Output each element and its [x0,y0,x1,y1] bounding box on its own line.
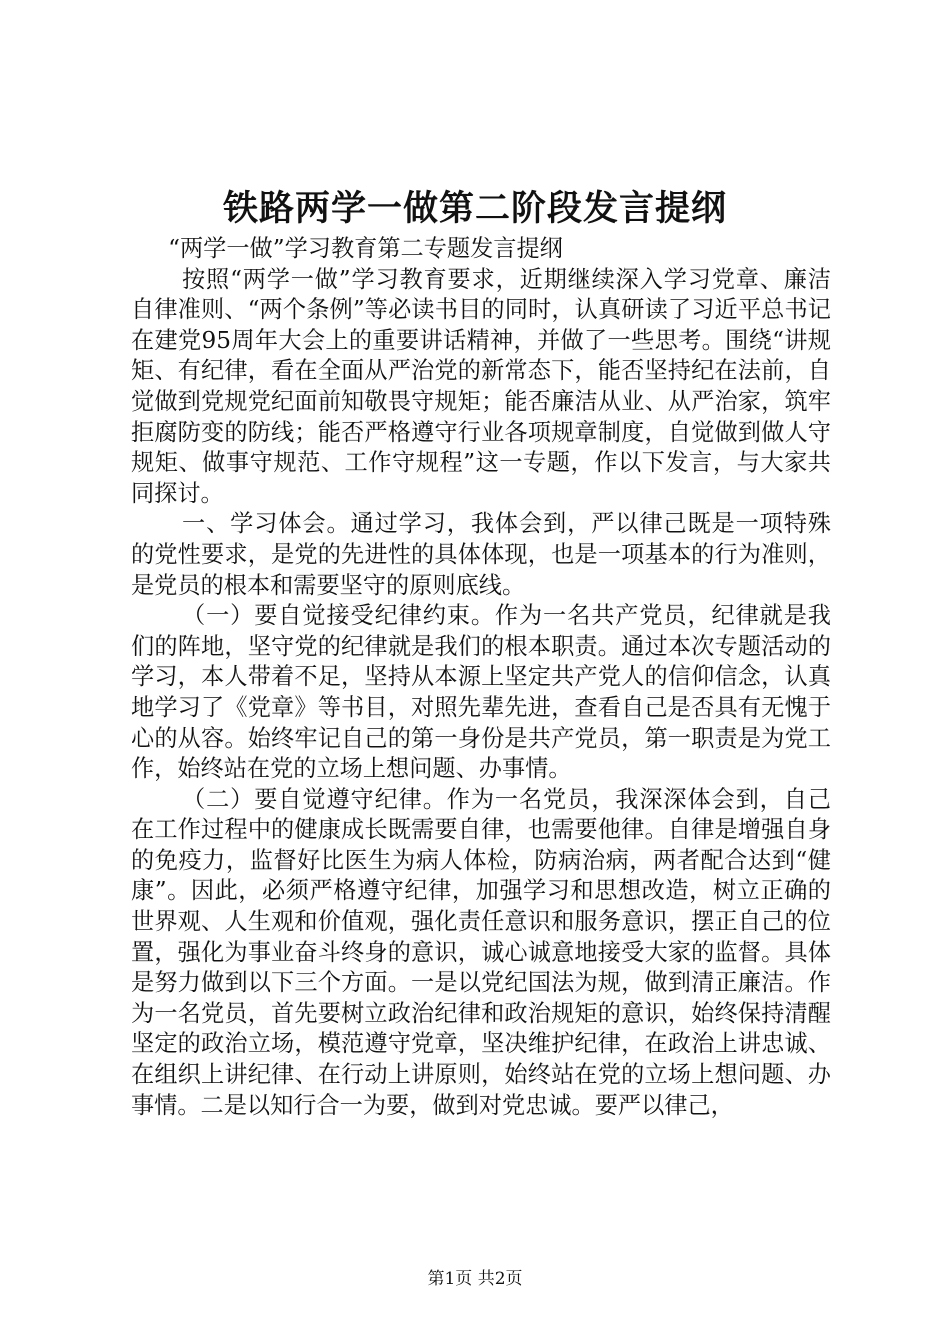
document-subtitle: “两学一做”学习教育第二专题发言提纲 [168,235,563,262]
paragraph-subsection-2: （二）要自觉遵守纪律。作为一名党员，我深深体会到，自己在工作过程中的健康成长既需要自律，也需要他律。自律是增强自身的免疫力，监督好比医生为病人体检，防病治病，两者配合达到“健康”。因此，必须严格遵守纪律，加强学习和思想改造，树立正确的世界观、人生观和价值观，强化责任意识和服务意识，摆正自己的位置，强化为事业奋斗终身的意识，诚心诚意地接受大家的监督。具体是努力做到以下三个方面。一是以党纪国法为规，做到清正廉洁。作为一名党员，首先要树立政治纪律和政治规矩的意识，始终保持清醒坚定的政治立场，模范遵守党章，坚决维护纪律，在政治上讲忠诚、在组织上讲纪律、在行动上讲原则，始终站在党的立场上想问题、办事情。二是以知行合一为要，做到对党忠诚。要严以律己， [131,785,831,1119]
paragraph-intro: 按照“两学一做”学习教育要求，近期继续深入学习党章、廉洁自律准则、“两个条例”等必读书目的同时，认真研读了习近平总书记在建党95周年大会上的重要讲话精神，并做了一些思考。围绕“讲规矩、有纪律，看在全面从严治党的新常态下，能否坚持纪在法前，自觉做到党规党纪面前知敬畏守规矩；能否廉洁从业、从严治家，筑牢拒腐防变的防线；能否严格遵守行业各项规章制度，自觉做到做人守规矩、做事守规范、工作守规程”这一专题，作以下发言，与大家共同探讨。 [131,265,831,507]
page-number-footer: 第1页 共2页 [427,1269,523,1289]
paragraph-subsection-1: （一）要自觉接受纪律约束。作为一名共产党员，纪律就是我们的阵地，坚守党的纪律就是我们的根本职责。通过本次专题活动的学习，本人带着不足，坚持从本源上坚定共产党人的信仰信念，认真地学习了《党章》等书目，对照先辈先进，查看自己是否具有无愧于心的从容。始终牢记自己的第一身份是共产党员，第一职责是为党工作，始终站在党的立场上想问题、办事情。 [131,602,831,783]
paragraph-section-1: 一、学习体会。通过学习，我体会到，严以律己既是一项特殊的党性要求，是党的先进性的具体体现，也是一项基本的行为准则，是党员的根本和需要坚守的原则底线。 [131,510,831,599]
document-body [131,234,831,1121]
document-title: 铁路两学一做第二阶段发言提纲 [222,188,727,229]
